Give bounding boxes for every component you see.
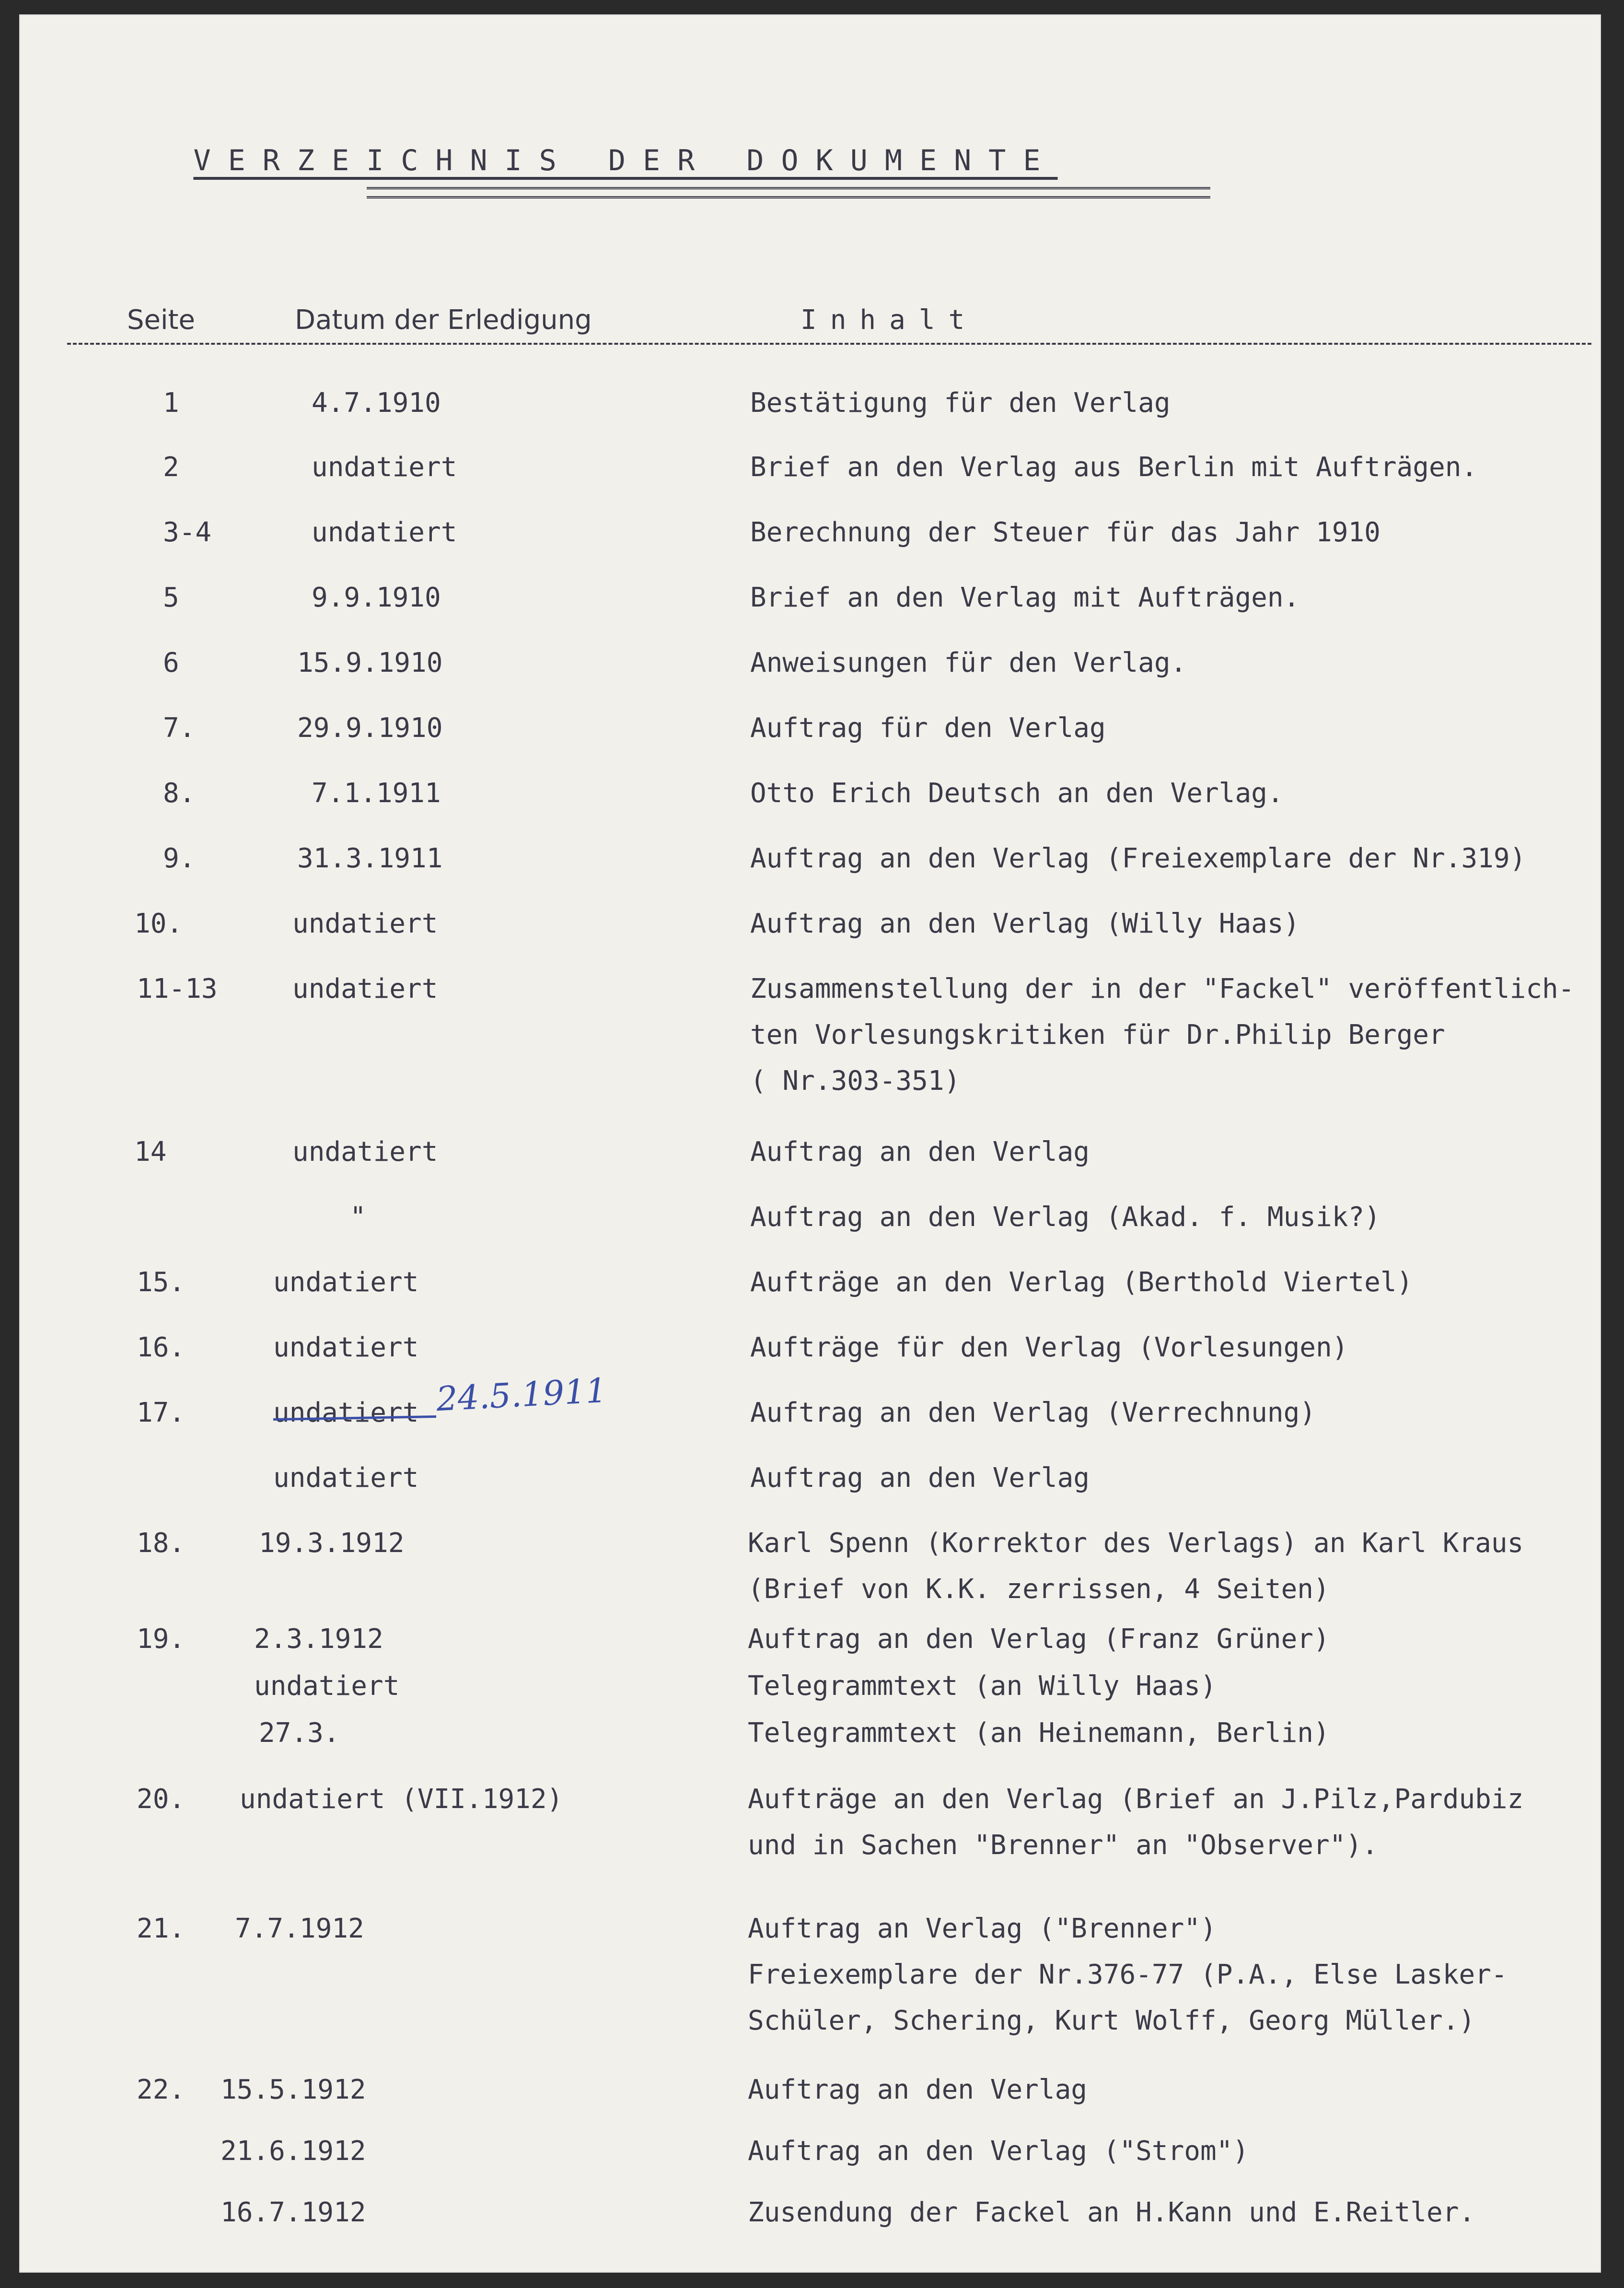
- row-seite: 15.: [137, 1267, 186, 1298]
- row-seite: 7.: [163, 712, 196, 744]
- row-inhalt-line: Brief an den Verlag mit Aufträgen.: [750, 582, 1300, 613]
- row-datum: undatiert: [273, 1397, 419, 1428]
- row-inhalt-line: Zusendung der Fackel an H.Kann und E.Reitler.: [748, 2197, 1475, 2228]
- row-seite: 2: [163, 452, 179, 483]
- row-seite: 1: [163, 387, 179, 419]
- row-datum: undatiert: [292, 973, 438, 1004]
- row-datum: undatiert: [273, 1332, 419, 1363]
- row-seite: 17.: [137, 1397, 186, 1428]
- row-datum: 27.3.: [259, 1717, 340, 1749]
- row-seite: 21.: [137, 1913, 186, 1944]
- row-datum: undatiert: [254, 1670, 400, 1702]
- row-seite: 5: [163, 582, 179, 613]
- handwritten-date: 24.5.1911: [435, 1370, 608, 1419]
- row-inhalt-line: Auftrag an den Verlag (Akad. f. Musik?): [750, 1202, 1380, 1233]
- row-inhalt-line: Telegrammtext (an Willy Haas): [748, 1670, 1217, 1702]
- row-datum: undatiert: [292, 1136, 438, 1167]
- row-seite: 6: [163, 647, 179, 678]
- header-datum: Datum der Erledigung: [295, 304, 592, 336]
- row-inhalt-line: Freiexemplare der Nr.376-77 (P.A., Else Lasker-: [748, 1959, 1508, 1990]
- row-datum: 16.7.1912: [220, 2197, 366, 2228]
- row-inhalt-line: Aufträge für den Verlag (Vorlesungen): [750, 1332, 1348, 1363]
- header-seite: Seite: [127, 304, 195, 336]
- row-datum: 15.5.1912: [220, 2074, 366, 2105]
- row-datum: undatiert: [273, 1267, 419, 1298]
- row-inhalt-line: ( Nr.303-351): [750, 1065, 961, 1097]
- row-datum: 7.7.1912: [235, 1913, 364, 1944]
- row-seite: 16.: [137, 1332, 186, 1363]
- row-inhalt-line: Bestätigung für den Verlag: [750, 387, 1171, 419]
- row-datum: undatiert: [292, 908, 438, 939]
- row-seite: 19.: [137, 1623, 186, 1655]
- row-inhalt-line: Auftrag an den Verlag: [748, 2074, 1088, 2105]
- row-inhalt-line: (Brief von K.K. zerrissen, 4 Seiten): [748, 1574, 1330, 1605]
- row-datum: 7.1.1911: [312, 778, 441, 809]
- row-inhalt-line: Anweisungen für den Verlag.: [750, 647, 1187, 678]
- row-datum: 4.7.1910: [312, 387, 441, 419]
- row-seite: 8.: [163, 778, 196, 809]
- row-inhalt-line: Auftrag an den Verlag (Verrechnung): [750, 1397, 1316, 1428]
- row-inhalt-line: ten Vorlesungskritiken für Dr.Philip Berger: [750, 1019, 1445, 1051]
- row-inhalt-line: Zusammenstellung der in der "Fackel" veröffentlich-: [750, 973, 1575, 1004]
- row-inhalt-line: Telegrammtext (an Heinemann, Berlin): [748, 1717, 1330, 1749]
- row-inhalt-line: Auftrag für den Verlag: [750, 712, 1106, 744]
- document-title: VERZEICHNIS DER DOKUMENTE: [193, 144, 1058, 177]
- row-inhalt-line: Auftrag an den Verlag ("Strom"): [748, 2136, 1249, 2167]
- document-page: [19, 14, 1601, 2273]
- row-datum: ": [350, 1202, 366, 1233]
- row-datum: 31.3.1911: [297, 843, 443, 874]
- row-inhalt-line: Auftrag an Verlag ("Brenner"): [748, 1913, 1217, 1944]
- row-seite: 14: [134, 1136, 167, 1167]
- row-inhalt-line: Auftrag an den Verlag: [750, 1462, 1090, 1494]
- row-datum: 21.6.1912: [220, 2136, 366, 2167]
- row-inhalt-line: Brief an den Verlag aus Berlin mit Aufträgen.: [750, 452, 1478, 483]
- row-inhalt-line: und in Sachen "Brenner" an "Observer").: [748, 1830, 1378, 1861]
- row-inhalt-line: Berechnung der Steuer für das Jahr 1910: [750, 517, 1380, 548]
- row-datum: undatiert: [273, 1462, 419, 1494]
- row-inhalt-line: Schüler, Schering, Kurt Wolff, Georg Müller.): [748, 2005, 1475, 2036]
- row-seite: 3-4: [163, 517, 212, 548]
- header-inhalt: Inhalt: [800, 304, 978, 336]
- row-inhalt-line: Auftrag an den Verlag: [750, 1136, 1090, 1167]
- row-seite: 11-13: [137, 973, 218, 1004]
- row-inhalt-line: Aufträge an den Verlag (Berthold Viertel): [750, 1267, 1413, 1298]
- row-inhalt-line: Otto Erich Deutsch an den Verlag.: [750, 778, 1284, 809]
- row-inhalt-line: Aufträge an den Verlag (Brief an J.Pilz,Pardubiz: [748, 1784, 1524, 1815]
- row-datum: undatiert: [312, 452, 457, 483]
- row-datum: undatiert: [312, 517, 457, 548]
- row-datum: 9.9.1910: [312, 582, 441, 613]
- row-datum: 19.3.1912: [259, 1528, 405, 1559]
- row-inhalt-line: Auftrag an den Verlag (Freiexemplare der Nr.319): [750, 843, 1526, 874]
- row-datum: undatiert (VII.1912): [240, 1784, 563, 1815]
- title-double-rule: [367, 187, 1210, 198]
- row-seite: 10.: [134, 908, 183, 939]
- row-inhalt-line: Karl Spenn (Korrektor des Verlags) an Karl Kraus: [748, 1528, 1524, 1559]
- row-inhalt-line: Auftrag an den Verlag (Franz Grüner): [748, 1623, 1330, 1655]
- row-seite: 9.: [163, 843, 196, 874]
- row-datum: 2.3.1912: [254, 1623, 383, 1655]
- header-dashed-rule: [67, 343, 1591, 345]
- row-seite: 20.: [137, 1784, 186, 1815]
- row-inhalt-line: Auftrag an den Verlag (Willy Haas): [750, 908, 1300, 939]
- row-datum: 15.9.1910: [297, 647, 443, 678]
- row-seite: 18.: [137, 1528, 186, 1559]
- row-seite: 22.: [137, 2074, 186, 2105]
- row-datum: 29.9.1910: [297, 712, 443, 744]
